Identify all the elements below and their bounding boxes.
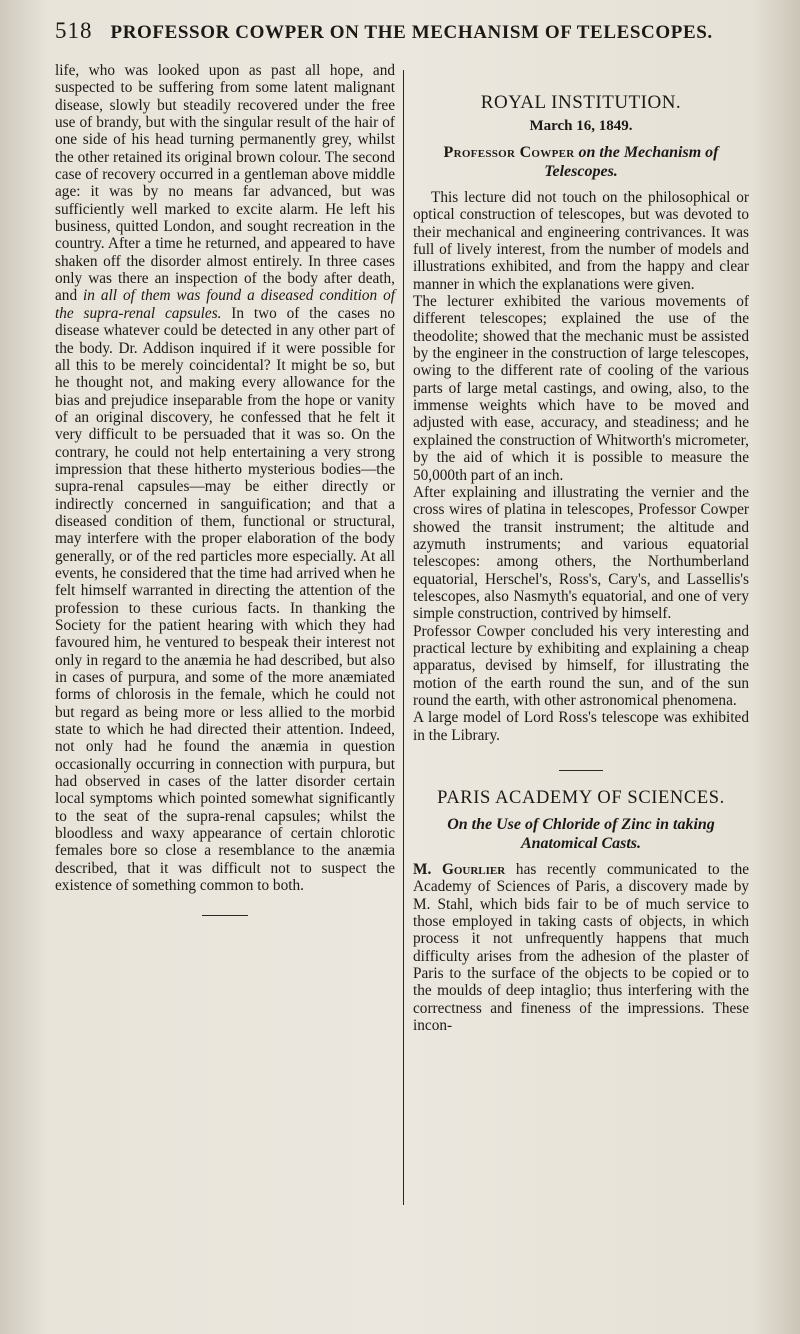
lecture-paragraph-1: This lecture did not touch on the philosophical or optical construction of telescopes, but was devoted to their mechanical and engineering contrivances. It was full of lively interest, from the number of models and illustrations exhibited, and from the happy and clear manner in which the explanations were given. — [413, 189, 749, 293]
page-number: 518 — [55, 18, 93, 43]
lecture-paragraph-2: The lecturer exhibited the various movements of different telescopes; explained the use of the theodolite; showed that the mechanic must be assisted by the engineer in the construction of large telescopes, owing to the different rate of cooling of the various parts of large metal castings, and owing, also, to the immense weights which have to be moved and adjusted with ease, accuracy, and steadiness; and he explained the construction of Whitworth's micrometer, by the aid of which it is possible to measure the 50,000th part of an inch. — [413, 293, 749, 484]
addison-text-2: In two of the cases no disease whatever could be detected in any other part of the body. Dr. Addison inquired if it were possible for all this to be merely coincidental? It might be so, but he thought not, and making every allowance for the bias and prejudice inseparable from the hope or vanity of an original discovery, he confessed that he felt it very difficult to be persuaded that it was so. On the contrary, he could not help entertaining a very strong impression that these hitherto mysterious bodies—the supra-renal capsules—may be either directly or indirectly concerned in sanguification; and that a diseased condition of them, functional or structural, may interfere with the proper elaboration of the body generally, or of the red particles more especially. At all events, he considered that the time had arrived when he felt himself warranted in directing the attention of the profession to these curious facts. In thanking the Society for the patient hearing with which they had favoured him, he ventured to bespeak their interest not only in regard to the anæmia he had described, but also in cases of purpura, and some of the more anæmiated forms of chlorosis in the female, which he could not but regard as being more or less allied to the morbid state to which he had directed their attention. Indeed, not only had he found the anæmia in question occasionally occurring in connection with purpura, but had observed in cases of the latter disorder certain local symptoms which pointed somewhat significantly to the seat of the supra-renal capsules; whilst the bloodless and waxy appearance of certain chlorotic females bore so close a resemblance to the anæmia described, that it was difficult not to suspect the existence of something common to both. — [55, 304, 395, 895]
running-title: PROFESSOR COWPER ON THE MECHANISM OF TELESCOPES. — [110, 22, 713, 43]
zinc-article-title: On the Use of Chloride of Zinc in taking Anatomical Casts. — [447, 816, 715, 852]
left-column — [55, 62, 395, 916]
paris-academy-title: PARIS ACADEMY OF SCIENCES. — [437, 788, 725, 808]
lecture-paragraph-4: Professor Cowper concluded his very interesting and practical lecture by exhibiting and explaining a cheap apparatus, devised by himself, for illustrating the motion of the earth round the sun, and of the sun round the earth, with other astronomical phenomena. — [413, 622, 749, 709]
addison-paragraph — [55, 62, 395, 895]
section-divider — [559, 770, 603, 771]
column-rule — [403, 70, 404, 1205]
right-column — [413, 62, 749, 1034]
cowper-article-heading — [413, 143, 749, 181]
lecture-paragraph-3: After explaining and illustrating the vernier and the cross wires of platina in telescopes, Professor Cowper showed the transit instrument; the altitude and azymuth instruments; and various equatorial telescopes: among others, the Northumberland equatorial, Herschel's, Ross's, Cary's, and Lassellis's telescopes, also Nasmyth's equatorial, and one of very simple construction, contrived by himself. — [413, 483, 749, 623]
lecture-paragraph-5: A large model of Lord Ross's telescope was exhibited in the Library. — [413, 709, 749, 744]
zinc-paragraph — [413, 861, 749, 1034]
article-author: Professor Cowper — [443, 144, 575, 161]
article-title: on the Mechanism of Telescopes. — [544, 144, 719, 180]
running-head — [55, 18, 755, 52]
addison-italic-finding: in all of them was found a diseased condition of the supra-renal capsules. — [55, 287, 395, 322]
lecture-date: March 16, 1849. — [529, 118, 633, 134]
addison-text-1: life, who was looked upon as past all hope, and suspected to be suffering from some latent malignant disease, slowly but steadily recovered under the free use of brandy, but with the singular result of the hair of one side of his head turning permanently grey, whilst the other retained its original brown colour. The second case of recovery occurred in a gentleman above middle age: it was by no means far advanced, but was sufficiently well marked to excite alarm. He left his business, quitted London, and sought recreation in the country. After a time he returned, and appeared to have shaken off the disorder almost entirely. In three cases only was there an inspection of the body after death, and — [55, 62, 395, 305]
zinc-text: has recently communicated to the Academy of Sciences of Paris, a discovery made by M. Stahl, which bids fair to be of much service to those employed in taking casts of objects, in which process it not unfrequently happens that much difficulty arises from the adhesion of the plaster of Paris to the surface of the objects to be copied or to the moulds of deep intaglio; thus interfering with the correctness and fineness of the impressions. These incon- — [413, 861, 750, 1035]
royal-institution-title: ROYAL INSTITUTION. — [480, 92, 682, 113]
zinc-lead-name: M. Gourlier — [413, 861, 506, 878]
left-end-rule — [202, 915, 248, 916]
